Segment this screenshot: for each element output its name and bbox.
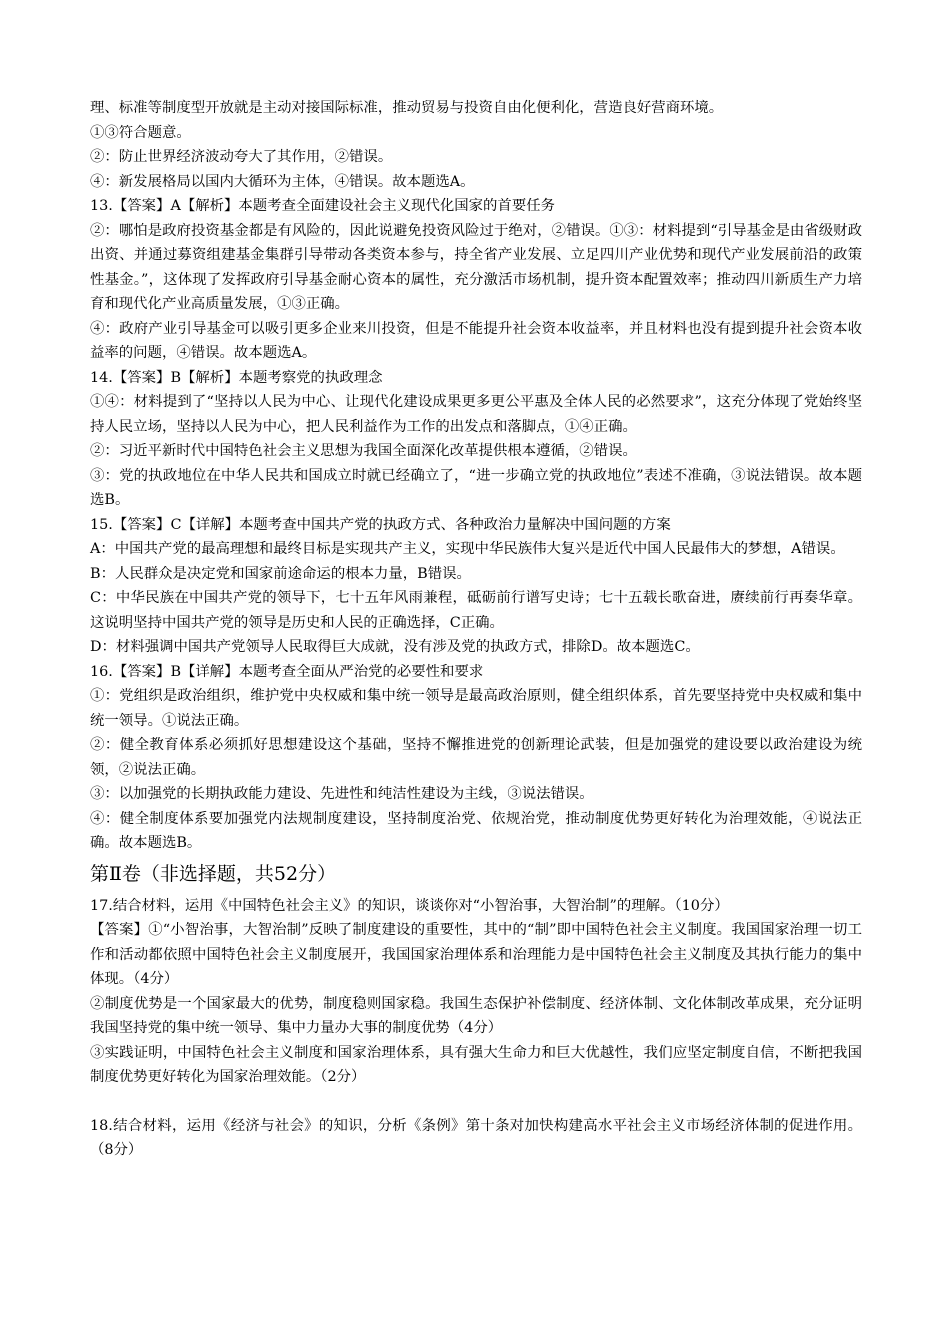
paragraph: ②：习近平新时代中国特色社会主义思想为我国全面深化改革提供根本遵循，②错误。 — [90, 443, 637, 459]
question-16-heading: 16.【答案】B【详解】本题考查全面从严治党的必要性和要求 — [90, 663, 484, 680]
paragraph: 【答案】①“小智治事，大智治制”反映了制度建设的重要性，其中的“制”即中国特色社会主义制度。我国国家治理一切工作和活动都依照中国特色社会主义制度展开，我国国家治理体系和治理能力是中国特色社会主义制度及其执行能力的集中体现。（4分） — [90, 922, 862, 987]
paragraph: ③：党的执政地位在中华人民共和国成立时就已经确立了，“进一步确立党的执政地位”表述不准确，③说法错误。故本题选B。 — [90, 467, 862, 508]
paragraph: ④：健全制度体系要加强党内法规制度建设，坚持制度治党、依规治党，推动制度优势更好转化为治理效能，④说法正确。故本题选B。 — [90, 810, 862, 851]
question-18-heading: 18.结合材料，运用《经济与社会》的知识，分析《条例》第十条对加快构建高水平社会主义市场经济体制的促进作用。（8分） — [90, 1117, 862, 1158]
paragraph: ②制度优势是一个国家最大的优势，制度稳则国家稳。我国生态保护补偿制度、经济体制、文化体制改革成果，充分证明我国坚持党的集中统一领导、集中力量办大事的制度优势（4分） — [90, 995, 862, 1036]
paragraph: ④：政府产业引导基金可以吸引更多企业来川投资，但是不能提升社会资本收益率，并且材料也没有提到提升社会资本收益率的问题，④错误。故本题选A。 — [90, 320, 862, 361]
paragraph: ③：以加强党的长期执政能力建设、先进性和纯洁性建设为主线，③说法错误。 — [90, 786, 594, 802]
paragraph: 理、标准等制度型开放就是主动对接国际标准，推动贸易与投资自由化便利化，营造良好营商环境。 — [90, 100, 724, 116]
question-15-heading: 15.【答案】C【详解】本题考查中国共产党的执政方式、各种政治力量解决中国问题的方案 — [90, 516, 671, 533]
question-14-heading: 14.【答案】B【解析】本题考察党的执政理念 — [90, 369, 383, 386]
paragraph: ①④：材料提到了“坚持以人民为中心、让现代化建设成果更多更公平惠及全体人民的必然要求”，这充分体现了党始终坚持人民立场，坚持以人民为中心，把人民利益作为工作的出发点和落脚点，①④正确。 — [90, 394, 862, 435]
paragraph: ②：哪怕是政府投资基金都是有风险的，因此说避免投资风险过于绝对，②错误。①③：材料提到“引导基金是由省级财政出资、并通过募资组建基金集群引导带动各类资本参与，持全省产业发展、立足四川产业优势和现代产业发展前沿的政策性基金。”，这体现了发挥政府引导基金耐心资本的属性，充分激活市场机制，提升资本配置效率；推动四川新质生产力培育和现代化产业高质量发展，①③正确。 — [90, 222, 862, 312]
paragraph: A：中国共产党的最高理想和最终目标是实现共产主义，实现中华民族伟大复兴是近代中国人民最伟大的梦想，A错误。 — [90, 541, 845, 557]
paragraph: ②：防止世界经济波动夸大了其作用，②错误。 — [90, 149, 393, 165]
paragraph: D：材料强调中国共产党领导人民取得巨大成就，没有涉及党的执政方式，排除D。故本题选C。 — [90, 639, 700, 655]
paragraph: ①③符合题意。 — [90, 124, 191, 141]
paragraph: ②：健全教育体系必须抓好思想建设这个基础，坚持不懈推进党的创新理论武装，但是加强党的建设要以政治建设为统领，②说法正确。 — [90, 737, 862, 778]
paragraph: B：人民群众是决定党和国家前途命运的根本力量，B错误。 — [90, 565, 471, 582]
question-17-heading: 17.结合材料，运用《中国特色社会主义》的知识，谈谈你对“小智治事，大智治制”的理解。（10分） — [90, 897, 729, 914]
paragraph: ④：新发展格局以国内大循环为主体，④错误。故本题选A。 — [90, 173, 475, 190]
spacer — [90, 1090, 862, 1114]
question-13-heading: 13.【答案】A【解析】本题考查全面建设社会主义现代化国家的首要任务 — [90, 198, 555, 214]
document-page — [90, 96, 862, 1163]
paragraph: C：中华民族在中国共产党的领导下，七十五年风雨兼程，砥砺前行谱写史诗；七十五载长歌奋进，赓续前行再奏华章。这说明坚持中国共产党的领导是历史和人民的正确选择，C正确。 — [90, 590, 862, 631]
section-title: 第Ⅱ卷（非选择题，共52分） — [90, 862, 337, 885]
paragraph: ①：党组织是政治组织，维护党中央权威和集中统一领导是最高政治原则，健全组织体系，首先要坚持党中央权威和集中统一领导。①说法正确。 — [90, 688, 862, 729]
paragraph: ③实践证明，中国特色社会主义制度和国家治理体系，具有强大生命力和巨大优越性，我们应坚定制度自信，不断把我国制度优势更好转化为国家治理效能。（2分） — [90, 1044, 862, 1085]
